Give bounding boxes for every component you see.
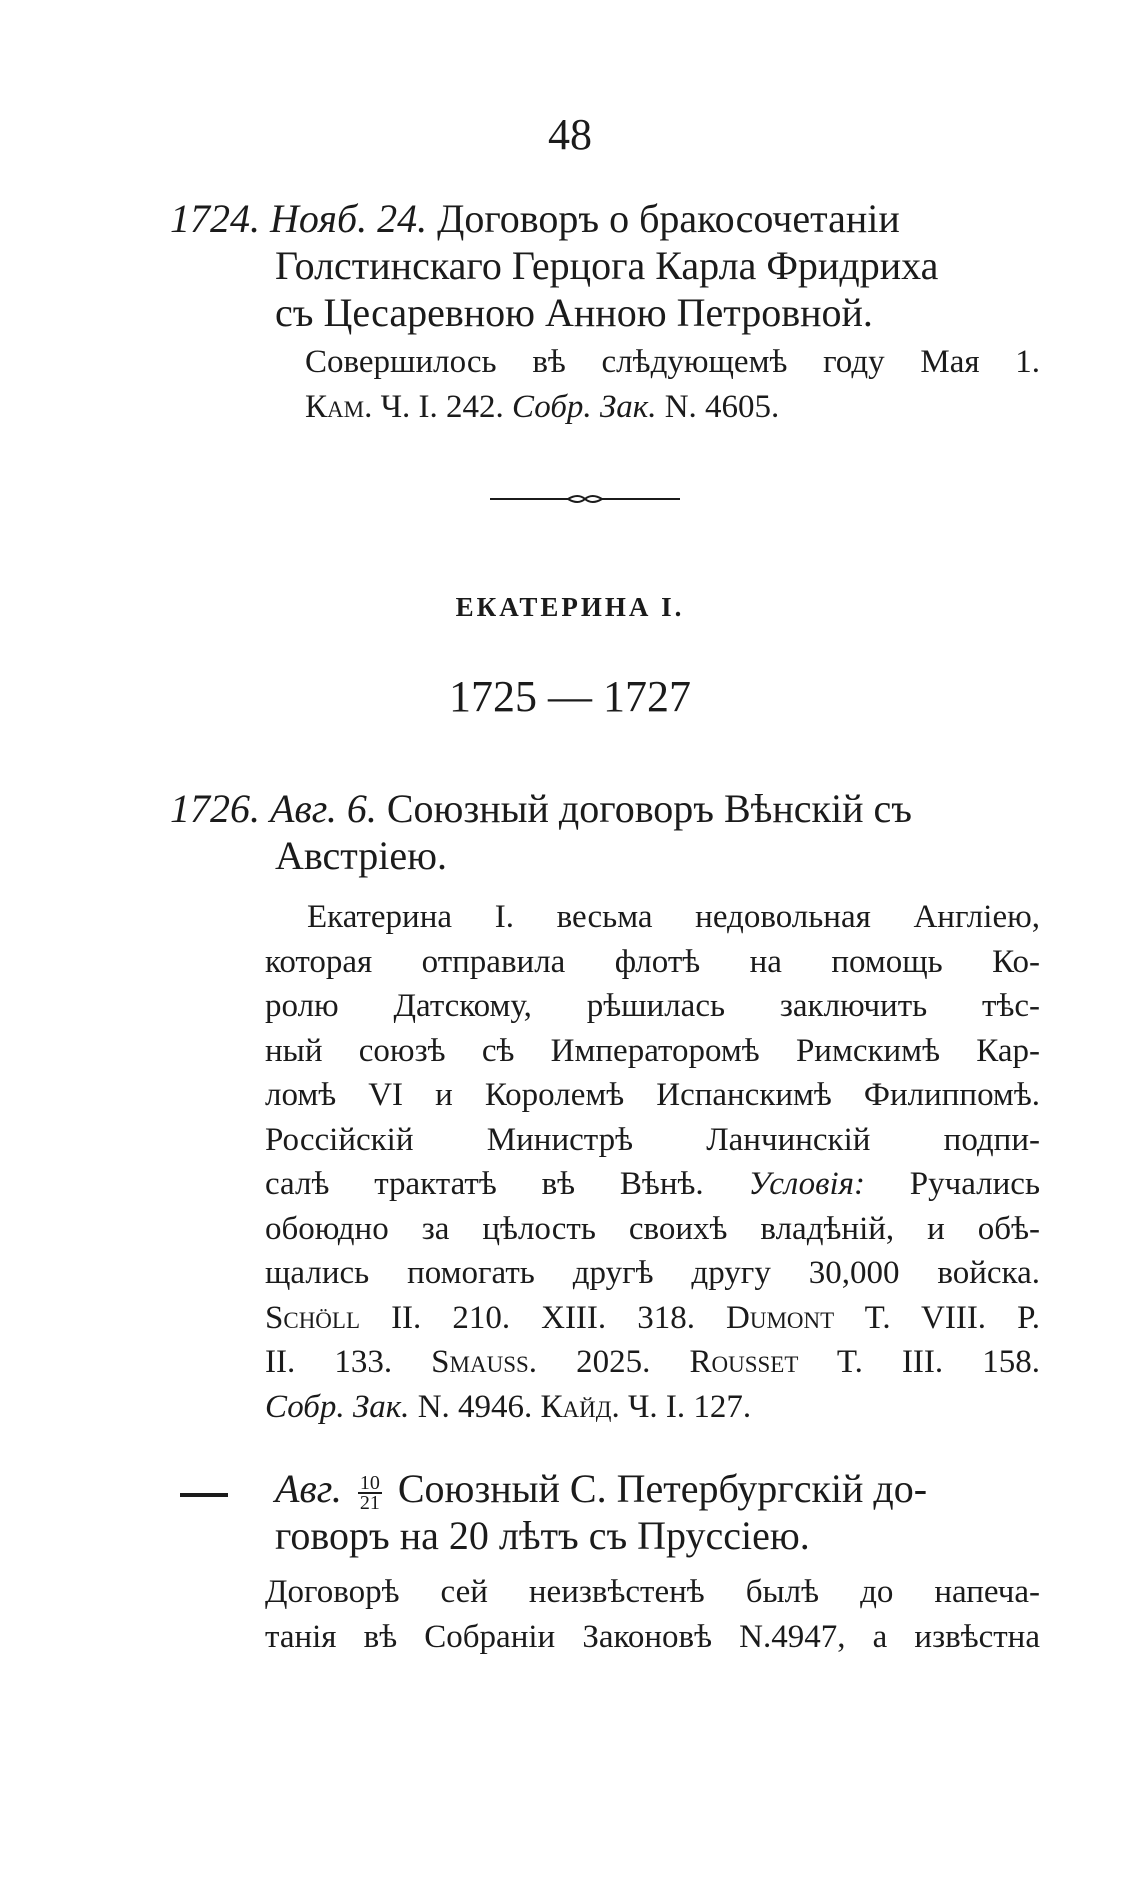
entry-title-line: Голстинскаго Герцога Карла Фридриха — [275, 243, 939, 288]
entry-heading-line — [170, 785, 1040, 832]
paragraph-line: Договорѣ сей неизвѣстенѣ былѣ до напеча- — [265, 1574, 1040, 1610]
paragraph-line — [265, 1162, 1040, 1207]
entry-title-part: Союзный договоръ Вѣнскій съ — [386, 786, 912, 831]
page-number: 48 — [548, 110, 592, 159]
paragraph-text: салѣ трактатѣ вѣ Вѣнѣ. — [265, 1166, 704, 1202]
entry-title-part: Союзный С. Петербургскій до- — [397, 1466, 928, 1511]
paragraph-line — [265, 1385, 1040, 1430]
paragraph-line: Екатерина I. весьма недовольная Англіею, — [307, 899, 1040, 935]
citation-part: II. 210. XIII. 318. — [391, 1299, 695, 1336]
citation-number: N. 4605. — [664, 389, 780, 425]
ruler-heading: ЕКАТЕРИНА I. — [455, 592, 685, 622]
entry-year: 1724. — [170, 196, 260, 241]
entry-title-line: съ Цесаревною Анною Петровной. — [275, 290, 873, 335]
entry-heading-line — [170, 195, 1040, 242]
ornament-divider — [490, 492, 680, 506]
treaty-entry-1726 — [170, 785, 1040, 879]
fraction-denominator: 21 — [359, 1491, 380, 1514]
entry-title-line: Австріею. — [275, 833, 448, 878]
citation-sobr-zak: Собр. Зак. — [265, 1388, 410, 1425]
fraction-numerator: 10 — [359, 1471, 380, 1494]
citation-author: Smauss. — [431, 1344, 538, 1380]
reign-years: 1725 — 1727 — [449, 672, 691, 721]
paragraph-text: Ручались — [909, 1166, 1041, 1202]
paragraph-line: ролю Датскому, рѣшилась заключить тѣс- — [265, 988, 1040, 1024]
citation-sobr-zak: Собр. Зак. — [512, 389, 657, 425]
paragraph-line — [265, 1340, 1040, 1385]
citation-part: II. 133. — [265, 1344, 393, 1380]
citation-number: N. 4946. — [417, 1388, 533, 1425]
paragraph-line — [265, 1296, 1040, 1341]
entry-title-part: Договоръ о бракосочетаніи — [437, 196, 900, 241]
citation-author: Dumont — [726, 1299, 835, 1336]
note-line — [305, 385, 1040, 430]
note-line: Совершилось вѣ слѣдующемѣ году Мая 1. — [305, 344, 1040, 380]
entry-heading-line — [170, 1465, 1040, 1512]
date-fraction — [358, 1471, 382, 1514]
conditions-label: Условія: — [748, 1166, 865, 1202]
treaty-entry-1724 — [170, 195, 1040, 336]
citation-part: . Ч. I. 127. — [611, 1388, 752, 1425]
entry-note-1724 — [305, 340, 1040, 430]
entry-title-line: говоръ на 20 лѣтъ съ Пруссіею. — [275, 1513, 810, 1558]
citation-kam: Кам — [305, 389, 365, 425]
citation-part: T. III. 158. — [836, 1344, 1040, 1380]
entry-paragraph-prussia — [265, 1570, 1040, 1659]
citation-part: . Ч. I. 242. — [364, 389, 504, 425]
entry-date: Авг. 6. — [270, 786, 377, 831]
citation-part: 2025. — [576, 1344, 651, 1380]
entry-year: 1726. — [170, 786, 260, 831]
citation-part: T. VIII. P. — [864, 1299, 1041, 1336]
citation-author: Rousset — [689, 1344, 799, 1380]
entry-date: Авг. — [275, 1466, 342, 1511]
paragraph-line: которая отправила флотѣ на помощь Ко- — [265, 943, 1040, 980]
citation-author: Schöll — [265, 1299, 361, 1336]
paragraph-line: щались помогать другѣ другу 30,000 войска. — [265, 1255, 1040, 1291]
paragraph-line: ломѣ VI и Королемѣ Испанскимѣ Филиппомѣ. — [265, 1077, 1040, 1113]
paragraph-line: Россійскій Министрѣ Ланчинскій подпи- — [265, 1121, 1040, 1158]
treaty-entry-1726-prussia — [170, 1465, 1040, 1559]
entry-date: Нояб. 24. — [270, 196, 428, 241]
paragraph-line: обоюдно за цѣлость своихѣ владѣній, и обѣ- — [265, 1210, 1040, 1247]
paragraph-line: танія вѣ Собраніи Законовѣ N.4947, а извѣстна — [265, 1618, 1040, 1655]
citation-author: Кайд — [540, 1388, 612, 1425]
entry-paragraph-1726 — [265, 895, 1040, 1429]
paragraph-line: ный союзѣ сѣ Императоромѣ Римскимѣ Кар- — [265, 1032, 1040, 1069]
